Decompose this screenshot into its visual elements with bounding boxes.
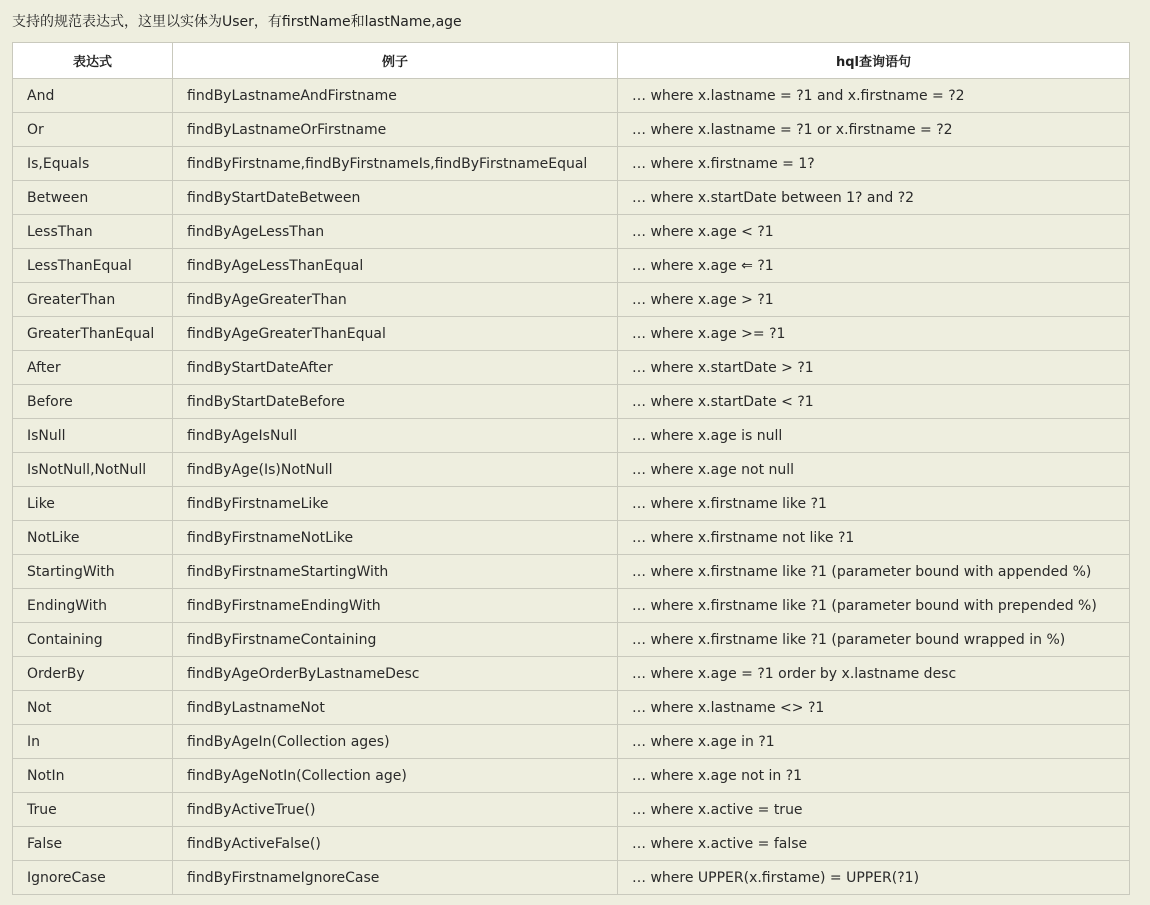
- table-row: [13, 419, 1130, 453]
- table-row: [13, 827, 1130, 861]
- table-row: [13, 147, 1130, 181]
- cell-expression: Not: [13, 691, 173, 725]
- cell-example: findByAgeIn(Collection ages): [173, 725, 618, 759]
- cell-example: findByLastnameAndFirstname: [173, 79, 618, 113]
- cell-expression: Or: [13, 113, 173, 147]
- cell-hql: … where x.age not in ?1: [618, 759, 1130, 793]
- cell-hql: … where x.age is null: [618, 419, 1130, 453]
- table-row: [13, 249, 1130, 283]
- cell-example: findByActiveTrue(): [173, 793, 618, 827]
- cell-hql: … where x.firstname like ?1: [618, 487, 1130, 521]
- table-row: [13, 725, 1130, 759]
- cell-hql: … where x.firstname like ?1 (parameter bound wrapped in %): [618, 623, 1130, 657]
- cell-hql: … where x.age > ?1: [618, 283, 1130, 317]
- cell-hql: … where x.firstname not like ?1: [618, 521, 1130, 555]
- table-row: [13, 589, 1130, 623]
- table-row: [13, 555, 1130, 589]
- cell-example: findByStartDateAfter: [173, 351, 618, 385]
- cell-expression: Before: [13, 385, 173, 419]
- table-row: [13, 283, 1130, 317]
- cell-example: findByAgeOrderByLastnameDesc: [173, 657, 618, 691]
- cell-expression: LessThanEqual: [13, 249, 173, 283]
- cell-hql: … where x.startDate between 1? and ?2: [618, 181, 1130, 215]
- header-expression: 表达式: [13, 43, 173, 79]
- table-row: [13, 181, 1130, 215]
- cell-example: findByAge(Is)NotNull: [173, 453, 618, 487]
- cell-hql: … where x.startDate > ?1: [618, 351, 1130, 385]
- cell-example: findByFirstname,findByFirstnameIs,findByFirstnameEqual: [173, 147, 618, 181]
- cell-example: findByLastnameOrFirstname: [173, 113, 618, 147]
- cell-example: findByActiveFalse(): [173, 827, 618, 861]
- cell-expression: In: [13, 725, 173, 759]
- table-row: [13, 453, 1130, 487]
- cell-expression: GreaterThan: [13, 283, 173, 317]
- cell-example: findByFirstnameStartingWith: [173, 555, 618, 589]
- cell-example: findByAgeGreaterThan: [173, 283, 618, 317]
- cell-expression: Between: [13, 181, 173, 215]
- cell-example: findByLastnameNot: [173, 691, 618, 725]
- table-row: [13, 79, 1130, 113]
- cell-expression: NotIn: [13, 759, 173, 793]
- table-row: [13, 521, 1130, 555]
- cell-expression: And: [13, 79, 173, 113]
- table-row: [13, 215, 1130, 249]
- cell-expression: GreaterThanEqual: [13, 317, 173, 351]
- cell-expression: False: [13, 827, 173, 861]
- cell-expression: True: [13, 793, 173, 827]
- table-row: [13, 623, 1130, 657]
- cell-expression: OrderBy: [13, 657, 173, 691]
- cell-example: findByAgeLessThan: [173, 215, 618, 249]
- cell-hql: … where x.lastname <> ?1: [618, 691, 1130, 725]
- cell-hql: … where UPPER(x.firstame) = UPPER(?1): [618, 861, 1130, 895]
- cell-expression: After: [13, 351, 173, 385]
- table-row: [13, 385, 1130, 419]
- cell-hql: … where x.age in ?1: [618, 725, 1130, 759]
- cell-expression: IgnoreCase: [13, 861, 173, 895]
- cell-hql: … where x.lastname = ?1 or x.firstname = ?2: [618, 113, 1130, 147]
- cell-example: findByFirstnameEndingWith: [173, 589, 618, 623]
- cell-example: findByStartDateBefore: [173, 385, 618, 419]
- cell-example: findByFirstnameContaining: [173, 623, 618, 657]
- cell-expression: Is,Equals: [13, 147, 173, 181]
- table-row: [13, 861, 1130, 895]
- table-row: [13, 113, 1130, 147]
- cell-hql: … where x.startDate < ?1: [618, 385, 1130, 419]
- cell-hql: … where x.firstname = 1?: [618, 147, 1130, 181]
- table-row: [13, 759, 1130, 793]
- cell-example: findByAgeLessThanEqual: [173, 249, 618, 283]
- cell-hql: … where x.lastname = ?1 and x.firstname = ?2: [618, 79, 1130, 113]
- cell-expression: LessThan: [13, 215, 173, 249]
- cell-expression: Containing: [13, 623, 173, 657]
- cell-expression: StartingWith: [13, 555, 173, 589]
- cell-hql: … where x.age < ?1: [618, 215, 1130, 249]
- cell-hql: … where x.active = false: [618, 827, 1130, 861]
- header-hql: hql查询语句: [618, 43, 1130, 79]
- table-row: [13, 351, 1130, 385]
- header-example: 例子: [173, 43, 618, 79]
- cell-hql: … where x.age not null: [618, 453, 1130, 487]
- cell-hql: … where x.age = ?1 order by x.lastname desc: [618, 657, 1130, 691]
- cell-hql: … where x.active = true: [618, 793, 1130, 827]
- cell-expression: NotLike: [13, 521, 173, 555]
- cell-hql: … where x.age >= ?1: [618, 317, 1130, 351]
- table-row: [13, 657, 1130, 691]
- query-keyword-table: [12, 42, 1130, 895]
- cell-expression: IsNull: [13, 419, 173, 453]
- cell-example: findByAgeNotIn(Collection age): [173, 759, 618, 793]
- intro-text: 支持的规范表达式，这里以实体为User，有firstName和lastName,age: [12, 14, 462, 30]
- table-row: [13, 793, 1130, 827]
- cell-example: findByFirstnameIgnoreCase: [173, 861, 618, 895]
- cell-expression: EndingWith: [13, 589, 173, 623]
- cell-hql: … where x.firstname like ?1 (parameter bound with appended %): [618, 555, 1130, 589]
- table-row: [13, 317, 1130, 351]
- cell-example: findByStartDateBetween: [173, 181, 618, 215]
- cell-example: findByFirstnameLike: [173, 487, 618, 521]
- cell-example: findByAgeIsNull: [173, 419, 618, 453]
- cell-hql: … where x.age ⇐ ?1: [618, 249, 1130, 283]
- table-header-row: [13, 43, 1130, 79]
- cell-expression: IsNotNull,NotNull: [13, 453, 173, 487]
- table-row: [13, 691, 1130, 725]
- cell-example: findByFirstnameNotLike: [173, 521, 618, 555]
- table-row: [13, 487, 1130, 521]
- cell-expression: Like: [13, 487, 173, 521]
- cell-example: findByAgeGreaterThanEqual: [173, 317, 618, 351]
- cell-hql: … where x.firstname like ?1 (parameter bound with prepended %): [618, 589, 1130, 623]
- table-body: [13, 79, 1130, 895]
